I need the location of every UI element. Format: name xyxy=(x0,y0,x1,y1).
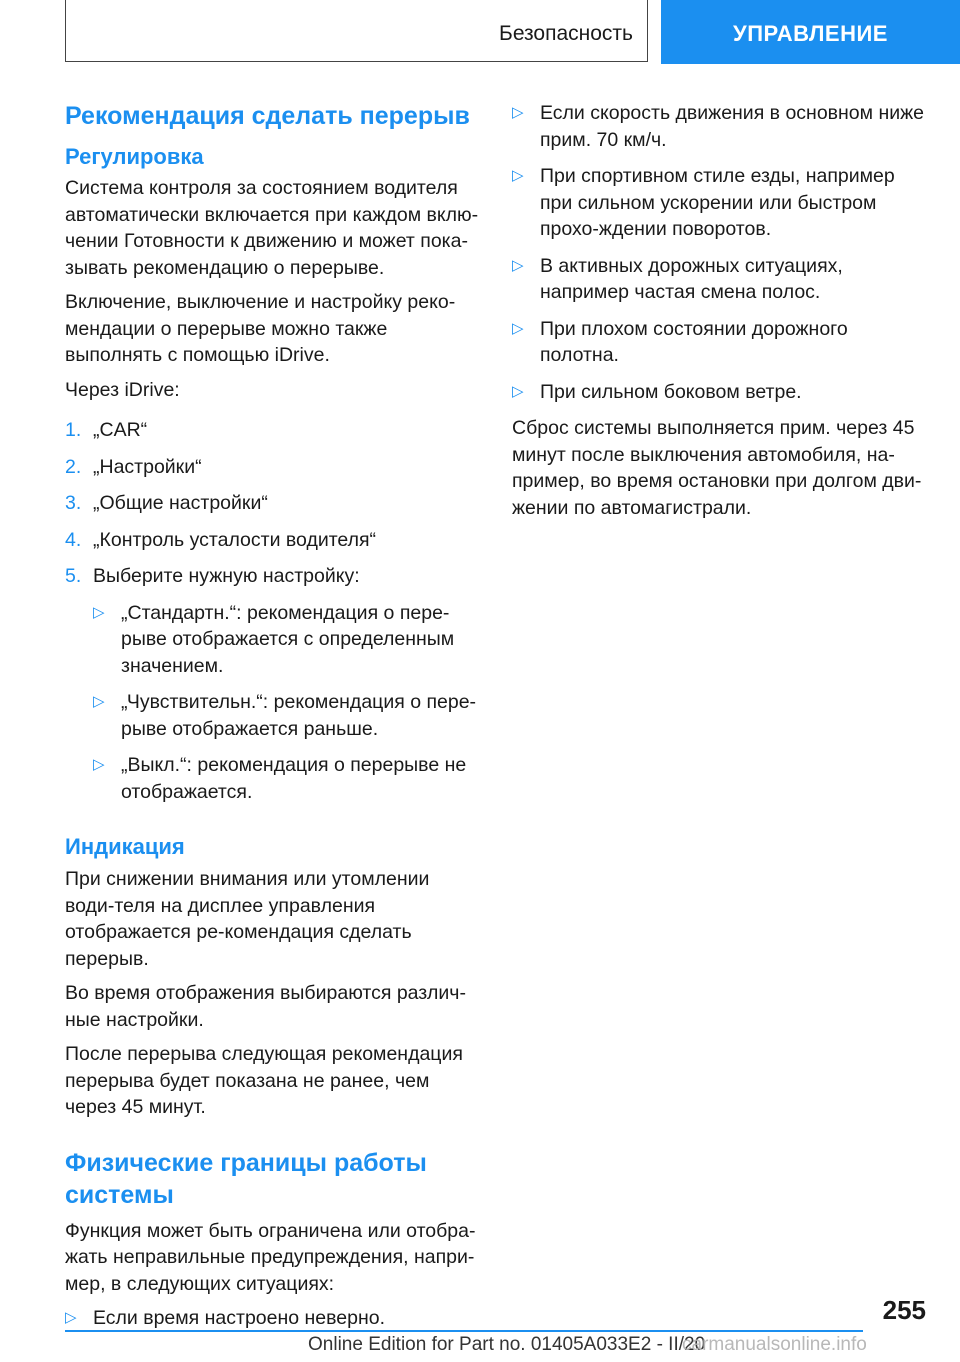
list-item xyxy=(512,379,932,406)
bullet-text: При сильном боковом ветре. xyxy=(540,380,802,403)
page-number: 255 xyxy=(882,1295,926,1325)
header-section xyxy=(65,0,648,62)
paragraph: Через iDrive: xyxy=(65,378,180,401)
paragraph: Функция может быть ограничена или отобра‐жать неправильные предупреждения, напри‐мер, в следующих ситуациях: xyxy=(65,1219,476,1295)
section-title: Безопасность xyxy=(499,21,633,45)
list-item xyxy=(512,163,932,243)
triangle-right-icon: ▷ xyxy=(93,756,105,774)
paragraph: Включение, выключение и настройку реко‐мендации о перерыве можно также выполнять с помощью iDrive. xyxy=(65,291,456,367)
heading-adjust: Регулировка xyxy=(65,143,204,169)
triangle-right-icon: ▷ xyxy=(512,256,524,274)
step-number: 3. xyxy=(65,492,82,515)
option-text: „Стандартн.“: рекомендация о пере‐рыве отображается с определенным значением. xyxy=(121,601,455,677)
chapter-title: УПРАВЛЕНИЕ xyxy=(733,21,888,46)
list-item xyxy=(512,253,932,306)
list-item xyxy=(65,490,480,517)
right-column xyxy=(512,100,932,529)
triangle-right-icon: ▷ xyxy=(93,603,105,621)
triangle-right-icon: ▷ xyxy=(512,104,524,121)
triangle-right-icon: ▷ xyxy=(93,693,105,711)
triangle-right-icon: ▷ xyxy=(512,167,524,185)
header-chapter-tab xyxy=(661,0,960,64)
step-number: 1. xyxy=(65,419,82,442)
list-item xyxy=(65,527,480,554)
list-item xyxy=(65,563,480,590)
list-item xyxy=(93,752,480,805)
step-number: 2. xyxy=(65,455,82,478)
bullet-text: Если скорость движения в основном ниже прим. 70 км/ч. xyxy=(540,102,925,151)
list-item xyxy=(65,454,480,481)
option-text: „Выкл.“: рекомендация о перерыве не отображается. xyxy=(121,754,467,803)
watermark: carmanualsonline.info xyxy=(682,1334,867,1355)
list-item xyxy=(512,316,932,369)
step-text: Выберите нужную настройку: xyxy=(93,565,360,588)
paragraph: После перерыва следующая рекомендация перерыва будет показана не ранее, чем через 45 минут. xyxy=(65,1043,463,1119)
paragraph: При снижении внимания или утомлении води‐теля на дисплее управления отображается ре‐комендация сделать перерыв. xyxy=(65,868,430,970)
step-text: „Настройки“ xyxy=(93,455,202,478)
triangle-right-icon: ▷ xyxy=(65,1309,77,1327)
option-text: „Чувствительн.“: рекомендация о пере‐рыве отображается раньше. xyxy=(121,691,477,740)
list-item xyxy=(65,417,480,444)
bullet-text: Если время настроено неверно. xyxy=(93,1307,385,1330)
step-number: 4. xyxy=(65,528,82,551)
list-item xyxy=(93,689,480,742)
paragraph: Во время отображения выбираются различ‐ные настройки. xyxy=(65,982,466,1031)
triangle-right-icon: ▷ xyxy=(512,382,524,400)
triangle-right-icon: ▷ xyxy=(512,319,524,337)
step-text: „Контроль усталости водителя“ xyxy=(93,528,377,551)
bullet-text: В активных дорожных ситуациях, например частая смена полос. xyxy=(540,254,843,304)
step-number: 5. xyxy=(65,565,82,588)
bullet-text: При плохом состоянии дорожного полотна. xyxy=(540,317,848,367)
footer-divider xyxy=(65,1330,863,1332)
paragraph: Сброс системы выполняется прим. через 45 минут после выключения автомобиля, на‐пример, во время остановки при долгом дви‐жении по автомагистрали. xyxy=(512,417,922,519)
list-item xyxy=(512,100,932,153)
bullet-text: При спортивном стиле езды, например при сильном ускорении или быстром прохо‐ждении поворотов. xyxy=(540,165,895,241)
footer-edition: Online Edition for Part no. 01405A033E2 - II/20 xyxy=(308,1334,706,1355)
left-column xyxy=(65,100,480,1342)
heading-limits: Физические границы работы системы xyxy=(65,1148,427,1210)
step-text: „CAR“ xyxy=(93,419,148,442)
paragraph: Система контроля за состоянием водителя автоматически включается при каждом вклю‐чении Готовности к движению и может пока‐зывать рекомендацию о перерыве. xyxy=(65,177,479,279)
list-item xyxy=(93,600,480,680)
list-item xyxy=(65,1305,480,1332)
heading-display: Индикация xyxy=(65,834,185,860)
page-title: Рекомендация сделать перерыв xyxy=(65,102,470,130)
step-text: „Общие настройки“ xyxy=(93,492,268,515)
